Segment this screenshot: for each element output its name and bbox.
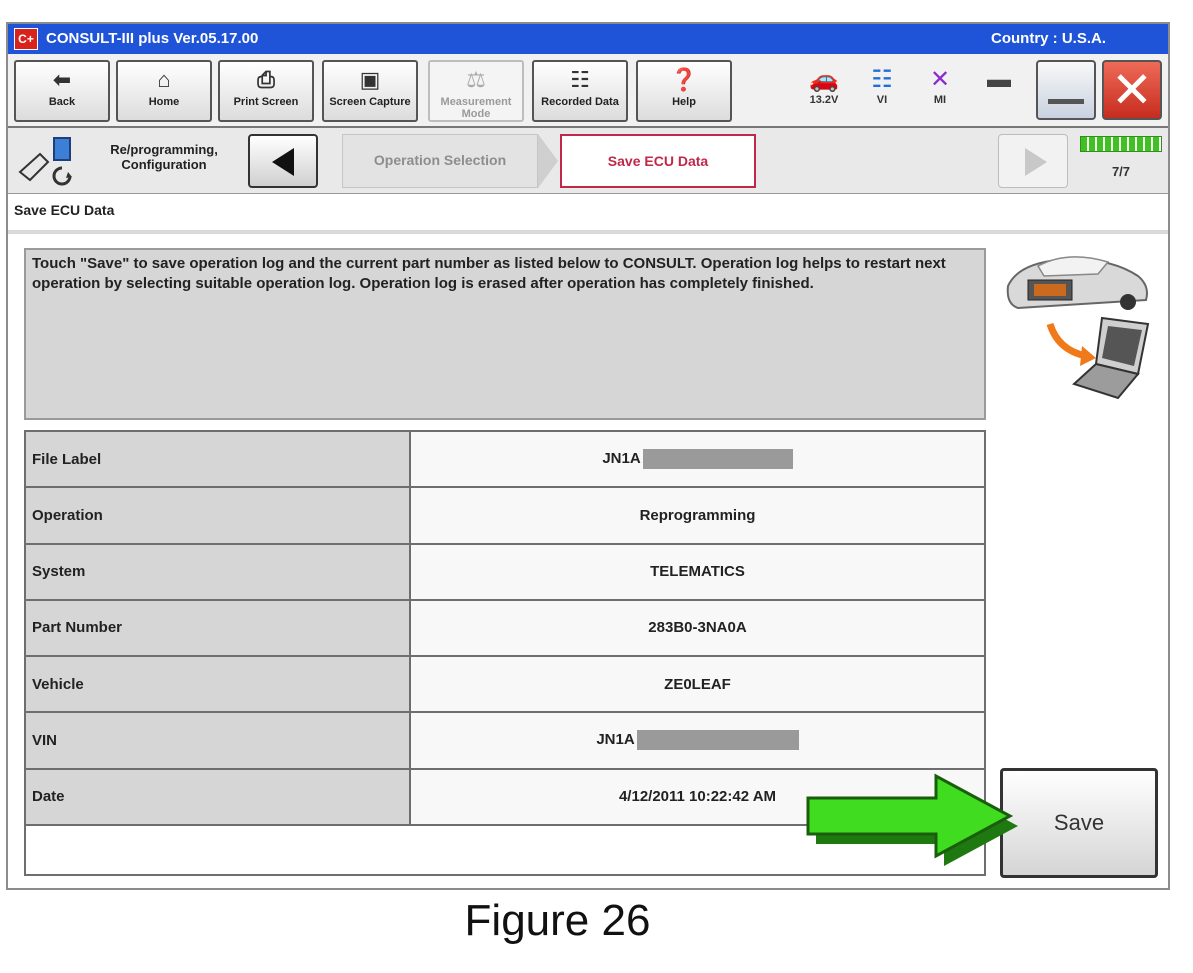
vi-status: [860, 64, 904, 106]
row-value-text: JN1A: [596, 731, 635, 749]
divider: [8, 230, 1168, 234]
recorded-data-label: Recorded Data: [541, 96, 619, 108]
back-arrow-icon: ⬅: [52, 67, 72, 92]
row-value-text: 4/12/2011 10:22:42 AM: [618, 788, 777, 806]
title-bar: [8, 24, 1168, 54]
green-arrow-icon: [800, 772, 1030, 868]
row-value-text: Reprogramming: [639, 506, 756, 524]
row-label: Operation: [25, 487, 410, 543]
camera-icon: ▣: [359, 67, 381, 92]
table-row: [25, 544, 985, 600]
redacted-block: [637, 730, 799, 750]
measurement-mode-label: Measurement Mode: [440, 96, 512, 120]
measurement-mode-button: [428, 60, 524, 122]
mi-status: [918, 64, 962, 106]
device-status: [974, 64, 1024, 94]
print-screen-button[interactable]: [218, 60, 314, 122]
row-value: [410, 600, 985, 656]
row-label: System: [25, 544, 410, 600]
home-button[interactable]: [116, 60, 212, 122]
measurement-icon: ⚖: [466, 67, 486, 92]
screen-capture-button[interactable]: [322, 60, 418, 122]
step-save-ecu-data[interactable]: Save ECU Data: [560, 134, 756, 188]
progress-bar: [1080, 136, 1162, 152]
battery-icon: ▬: [987, 66, 1011, 93]
recorded-data-icon: ☷: [570, 67, 590, 92]
row-value-text: 283B0-3NA0A: [648, 619, 747, 637]
row-value-text: ZE0LEAF: [664, 675, 731, 693]
redacted-block: [643, 449, 793, 469]
row-value-text: TELEMATICS: [650, 563, 745, 581]
triangle-left-icon: [272, 148, 294, 176]
save-button[interactable]: Save: [1000, 768, 1158, 878]
vi-label: VI: [876, 94, 888, 106]
help-button-label: Help: [672, 96, 696, 108]
close-icon: ✕: [1111, 62, 1153, 118]
recorded-data-button[interactable]: [532, 60, 628, 122]
voltage-label: 13.2V: [809, 94, 839, 106]
printer-icon: ⎙: [257, 67, 275, 92]
consult-window: [6, 22, 1170, 890]
row-value: [410, 544, 985, 600]
row-label: File Label: [25, 431, 410, 487]
step-separator-icon: [538, 134, 558, 188]
row-value: [410, 656, 985, 712]
battery-voltage-status: [798, 64, 850, 106]
figure-caption: Figure 26: [464, 896, 651, 945]
navigation-bar: [8, 128, 1168, 194]
table-row: [25, 656, 985, 712]
close-button[interactable]: [1102, 60, 1162, 120]
app-logo-icon: C+: [14, 28, 38, 50]
screen-capture-label: Screen Capture: [329, 96, 411, 108]
nav-section-label: Re/programming, Configuration: [110, 142, 218, 172]
help-icon: ❓: [670, 67, 698, 92]
signal-icon: ☷: [871, 66, 893, 93]
back-button[interactable]: [14, 60, 110, 122]
mi-label: MI: [933, 94, 947, 106]
car-icon: 🚗: [809, 66, 839, 93]
triangle-right-icon: [1025, 148, 1047, 176]
row-value-text: JN1A: [602, 450, 641, 468]
back-button-label: Back: [48, 96, 76, 108]
progress-count: 7/7: [1111, 164, 1131, 179]
instruction-message: Touch "Save" to save operation log and the current part number as listed below to CONSULT. Operation log helps to restart next operation by selecting suitable operation log. Operation log is erased after operation has completely finished.: [24, 248, 986, 420]
help-button[interactable]: [636, 60, 732, 122]
home-button-label: Home: [148, 96, 180, 108]
toolbar: [8, 54, 1168, 128]
app-title: CONSULT-III plus Ver.05.17.00: [46, 30, 259, 47]
nav-back-button[interactable]: [248, 134, 318, 188]
reprogramming-icon: [14, 132, 86, 190]
car-to-laptop-icon: [998, 246, 1158, 416]
home-icon: ⌂: [157, 67, 171, 92]
table-row: [25, 487, 985, 543]
row-value: [410, 431, 985, 487]
step-operation-selection[interactable]: Operation Selection: [342, 134, 538, 188]
nav-next-button: [998, 134, 1068, 188]
table-row: [25, 600, 985, 656]
row-label: Date: [25, 769, 410, 825]
country-label: Country : U.S.A.: [991, 30, 1106, 47]
minimize-button[interactable]: [1036, 60, 1096, 120]
row-label: Part Number: [25, 600, 410, 656]
row-label: VIN: [25, 712, 410, 768]
row-value: [410, 487, 985, 543]
row-label: Vehicle: [25, 656, 410, 712]
page-title: Save ECU Data: [14, 202, 115, 218]
table-row: [25, 431, 985, 487]
mi-disconnected-icon: ✕: [929, 66, 951, 93]
row-value: [410, 712, 985, 768]
print-screen-label: Print Screen: [233, 96, 299, 108]
step-progress: [1076, 134, 1166, 188]
table-row: [25, 712, 985, 768]
